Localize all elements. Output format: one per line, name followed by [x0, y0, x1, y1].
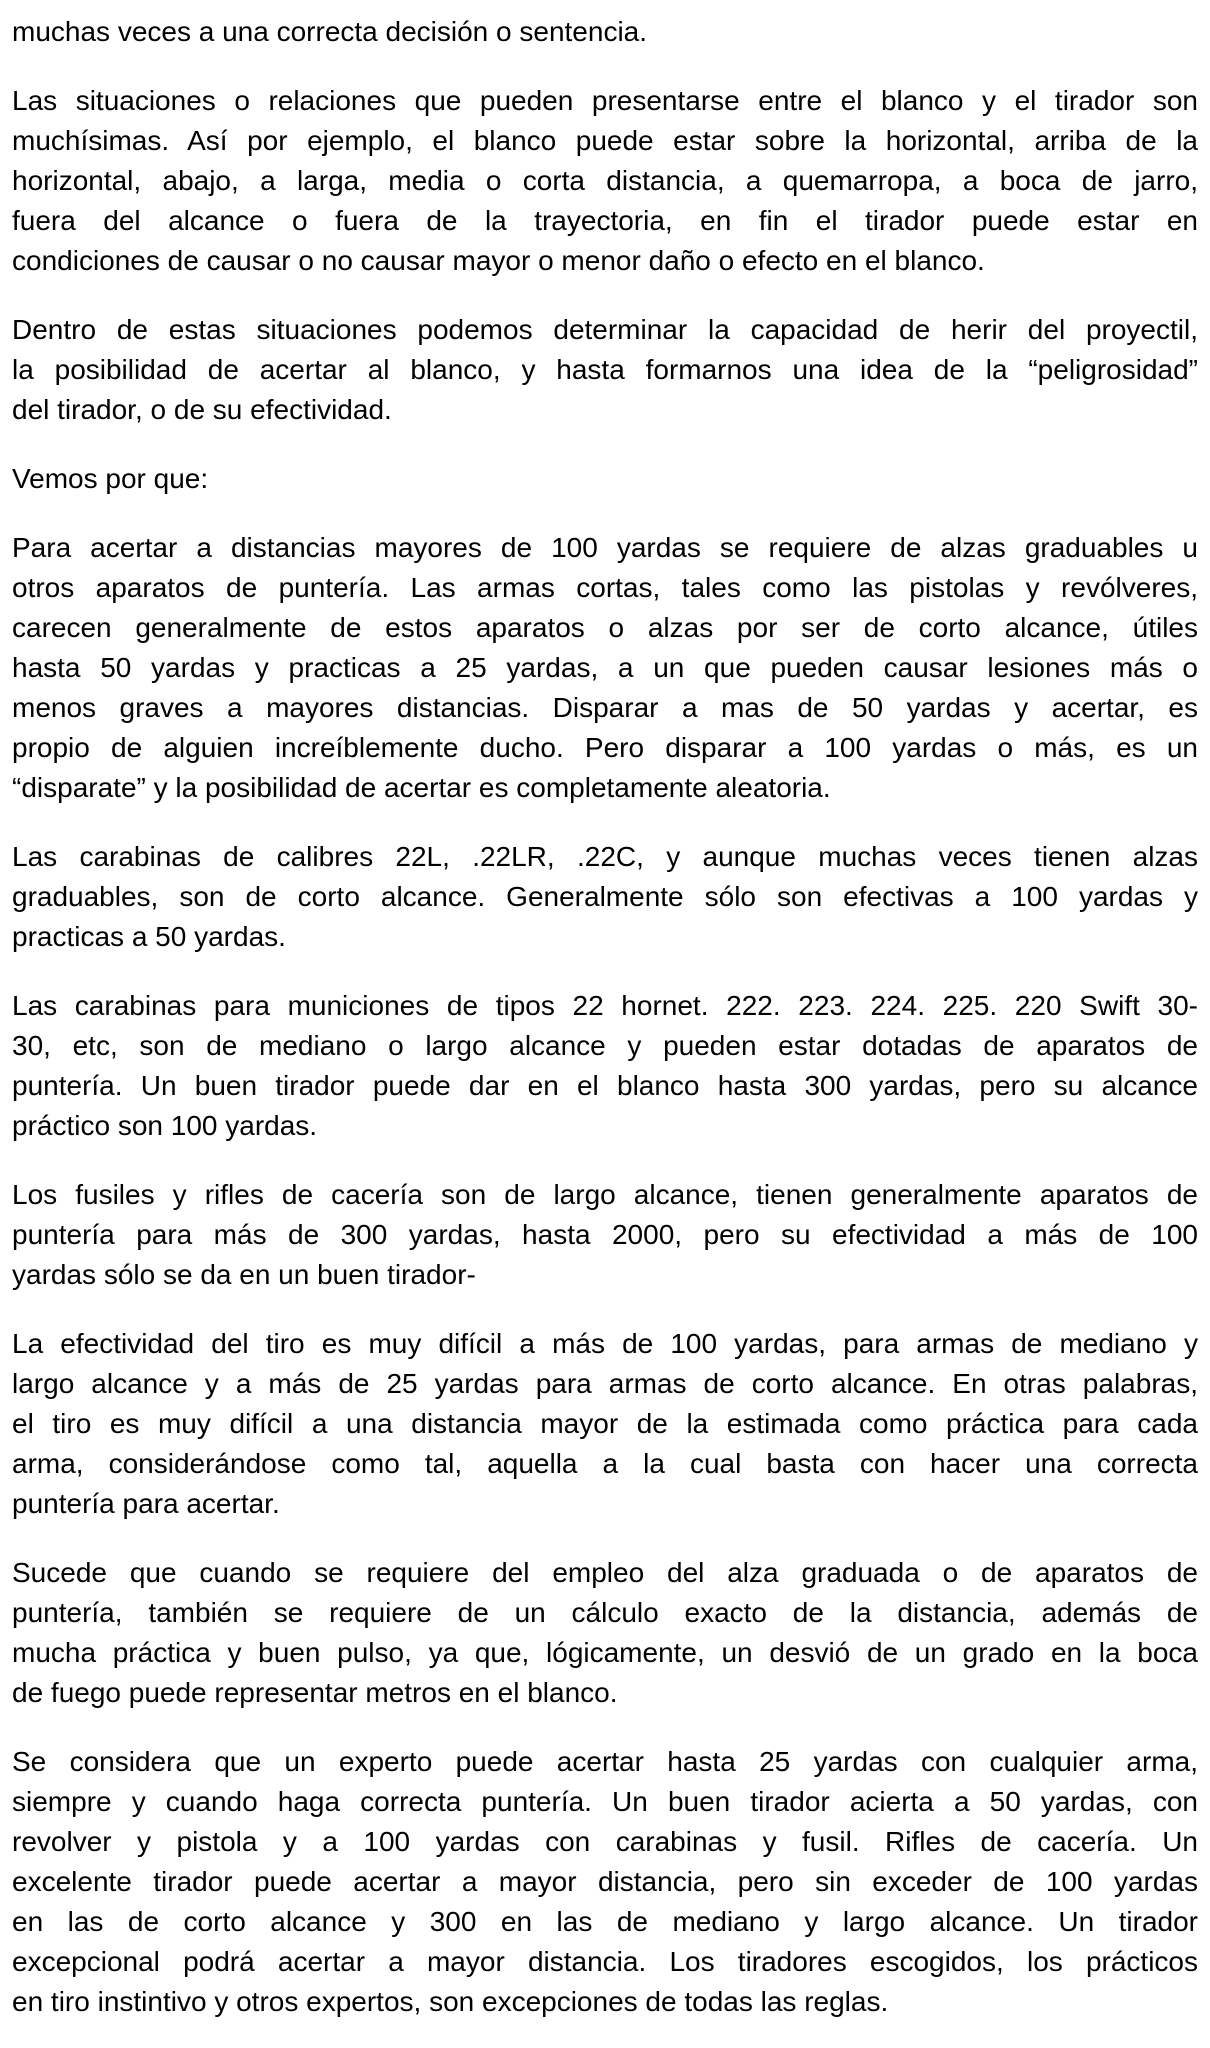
text-line: siempre y cuando haga correcta puntería. Un buen tirador acierta a 50 yardas, con [12, 1786, 1198, 1817]
text-line: Se considera que un experto puede acertar hasta 25 yardas con cualquier arma, [12, 1746, 1198, 1777]
text-line: Las carabinas de calibres 22L, .22LR, .22C, y aunque muchas veces tienen alzas [12, 841, 1198, 872]
text-line: práctico son 100 yardas. [12, 1110, 318, 1141]
text-line: largo alcance y a más de 25 yardas para armas de corto alcance. En otras palabras, [12, 1368, 1198, 1399]
text-line: Las carabinas para municiones de tipos 22 hornet. 222. 223. 224. 225. 220 Swift 30- [12, 990, 1198, 1021]
text-line: excepcional podrá acertar a mayor distancia. Los tiradores escogidos, los prácticos [12, 1946, 1198, 1977]
text-line: hasta 50 yardas y practicas a 25 yardas, a un que pueden causar lesiones más o [12, 652, 1198, 683]
text-line: el tiro es muy difícil a una distancia mayor de la estimada como práctica para cada [12, 1408, 1198, 1439]
text-line: en tiro instintivo y otros expertos, son excepciones de todas las reglas. [12, 1986, 889, 2017]
text-line: 30, etc, son de mediano o largo alcance y pueden estar dotadas de aparatos de [12, 1030, 1198, 1061]
paragraph [12, 1175, 1198, 1295]
text-line: graduables, son de corto alcance. Generalmente sólo son efectivas a 100 yardas y [12, 881, 1198, 912]
text-line: revolver y pistola y a 100 yardas con carabinas y fusil. Rifles de cacería. Un [12, 1826, 1198, 1857]
text-line: del tirador, o de su efectividad. [12, 394, 392, 425]
text-line: Las situaciones o relaciones que pueden presentarse entre el blanco y el tirador son [12, 85, 1198, 116]
paragraph [12, 12, 1198, 52]
text-line: horizontal, abajo, a larga, media o corta distancia, a quemarropa, a boca de jarro, [12, 165, 1198, 196]
paragraph [12, 528, 1198, 808]
text-line: propio de alguien increíblemente ducho. Pero disparar a 100 yardas o más, es un [12, 732, 1198, 763]
text-line: Los fusiles y rifles de cacería son de largo alcance, tienen generalmente aparatos de [12, 1179, 1198, 1210]
paragraph [12, 1553, 1198, 1713]
text-line: carecen generalmente de estos aparatos o alzas por ser de corto alcance, útiles [12, 612, 1198, 643]
text-line: muchísimas. Así por ejemplo, el blanco puede estar sobre la horizontal, arriba de la [12, 125, 1198, 156]
paragraph [12, 1324, 1198, 1524]
document-body [12, 12, 1198, 2022]
text-line: puntería, también se requiere de un cálculo exacto de la distancia, además de [12, 1597, 1198, 1628]
paragraph [12, 310, 1198, 430]
paragraph [12, 837, 1198, 957]
text-line: otros aparatos de puntería. Las armas cortas, tales como las pistolas y revólveres, [12, 572, 1198, 603]
text-line: de fuego puede representar metros en el blanco. [12, 1677, 618, 1708]
text-line: puntería. Un buen tirador puede dar en el blanco hasta 300 yardas, pero su alcance [12, 1070, 1198, 1101]
text-line: puntería para acertar. [12, 1488, 280, 1519]
text-line: La efectividad del tiro es muy difícil a más de 100 yardas, para armas de mediano y [12, 1328, 1198, 1359]
text-line: “disparate” y la posibilidad de acertar es completamente aleatoria. [12, 772, 831, 803]
text-line: Para acertar a distancias mayores de 100 yardas se requiere de alzas graduables u [12, 532, 1198, 563]
text-line: Sucede que cuando se requiere del empleo del alza graduada o de aparatos de [12, 1557, 1198, 1588]
paragraph [12, 81, 1198, 281]
text-line: muchas veces a una correcta decisión o sentencia. [12, 16, 648, 47]
text-line: mucha práctica y buen pulso, ya que, lógicamente, un desvió de un grado en la boca [12, 1637, 1198, 1668]
text-line: practicas a 50 yardas. [12, 921, 286, 952]
paragraph [12, 1742, 1198, 2022]
text-line: puntería para más de 300 yardas, hasta 2000, pero su efectividad a más de 100 [12, 1219, 1198, 1250]
text-line: en las de corto alcance y 300 en las de mediano y largo alcance. Un tirador [12, 1906, 1198, 1937]
text-line: condiciones de causar o no causar mayor o menor daño o efecto en el blanco. [12, 245, 985, 276]
paragraph [12, 986, 1198, 1146]
text-line: la posibilidad de acertar al blanco, y hasta formarnos una idea de la “peligrosidad” [12, 354, 1198, 385]
text-line: fuera del alcance o fuera de la trayectoria, en fin el tirador puede estar en [12, 205, 1198, 236]
text-line: menos graves a mayores distancias. Disparar a mas de 50 yardas y acertar, es [12, 692, 1198, 723]
paragraph [12, 459, 1198, 499]
text-line: Dentro de estas situaciones podemos determinar la capacidad de herir del proyectil, [12, 314, 1198, 345]
text-line: excelente tirador puede acertar a mayor distancia, pero sin exceder de 100 yardas [12, 1866, 1198, 1897]
text-line: Vemos por que: [12, 463, 209, 494]
text-line: yardas sólo se da en un buen tirador- [12, 1259, 476, 1290]
text-line: arma, considerándose como tal, aquella a la cual basta con hacer una correcta [12, 1448, 1198, 1479]
